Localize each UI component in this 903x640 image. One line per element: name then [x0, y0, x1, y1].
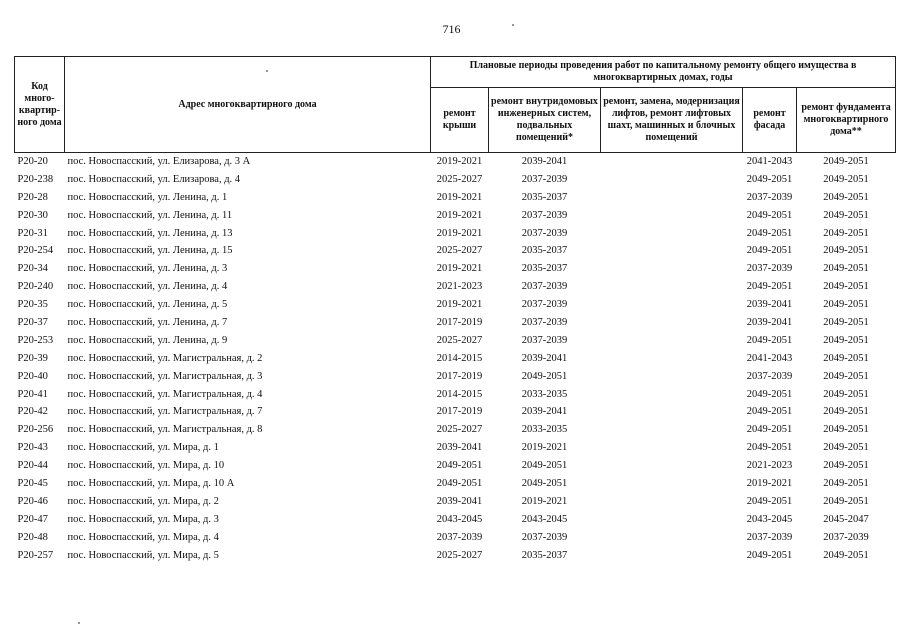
- cell-elevators: [601, 171, 743, 189]
- cell-roof: 2039-2041: [436, 495, 483, 507]
- cell-code: P20-48: [17, 531, 48, 543]
- cell-foundation: 2037-2039: [823, 531, 869, 543]
- cell-elevators: [601, 225, 743, 243]
- cell-elevators: [601, 439, 743, 457]
- cell-address: пос. Новоспасский, ул. Магистральная, д. 2: [67, 352, 263, 364]
- table-row: [15, 493, 896, 511]
- cell-code: P20-44: [17, 460, 48, 472]
- cell-foundation: 2049-2051: [823, 334, 869, 346]
- cell-facade: 2049-2051: [746, 442, 793, 454]
- cell-address: пос. Новоспасский, ул. Мира, д. 5: [67, 549, 219, 561]
- header-roof: ремонт крыши: [431, 88, 489, 153]
- table-row: [15, 189, 896, 207]
- cell-foundation: 2049-2051: [823, 173, 869, 185]
- table-row: [15, 511, 896, 529]
- cell-systems: 2039-2041: [521, 352, 568, 364]
- cell-systems: 2035-2037: [521, 245, 568, 257]
- cell-code: P20-31: [17, 227, 48, 239]
- cell-code: P20-46: [17, 495, 48, 507]
- cell-address: пос. Новоспасский, ул. Ленина, д. 1: [67, 191, 228, 203]
- cell-address: пос. Новоспасский, ул. Ленина, д. 11: [67, 209, 233, 221]
- cell-foundation: 2049-2051: [823, 227, 869, 239]
- cell-facade: 2037-2039: [746, 263, 793, 275]
- cell-code: P20-254: [17, 245, 54, 257]
- cell-foundation: 2049-2051: [797, 153, 896, 171]
- cell-address: пос. Новоспасский, ул. Мира, д. 4: [67, 531, 219, 543]
- cell-facade: 2021-2023: [746, 460, 793, 472]
- cell-roof: 2017-2019: [436, 370, 483, 382]
- cell-systems: 2037-2039: [521, 173, 568, 185]
- header-foundation: ремонт фундамента многоквартирного дома**: [797, 88, 896, 153]
- cell-code: P20-37: [17, 316, 48, 328]
- cell-roof: 2019-2021: [436, 191, 483, 203]
- cell-address: пос. Новоспасский, ул. Мира, д. 3: [67, 513, 219, 525]
- cell-address: пос. Новоспасский, ул. Ленина, д. 9: [67, 334, 228, 346]
- cell-code: P20-45: [17, 477, 48, 489]
- cell-facade: 2049-2051: [746, 245, 793, 257]
- cell-elevators: [601, 386, 743, 404]
- header-elevators: ремонт, замена, модернизация лифтов, ремонт лифтовых шахт, машинных и блочных помещений: [601, 88, 743, 153]
- cell-code: P20-28: [17, 191, 48, 203]
- cell-foundation: 2049-2051: [823, 442, 869, 454]
- cell-address: пос. Новоспасский, ул. Елизарова, д. 4: [67, 173, 241, 185]
- cell-roof: 2014-2015: [436, 352, 483, 364]
- cell-roof: 2017-2019: [436, 406, 483, 418]
- cell-code: P20-20: [15, 153, 65, 171]
- cell-facade: 2039-2041: [746, 316, 793, 328]
- header-code: Код много-квартир-ного дома: [15, 57, 65, 153]
- cell-elevators: [601, 529, 743, 547]
- cell-systems: 2019-2021: [521, 442, 568, 454]
- cell-foundation: 2049-2051: [823, 495, 869, 507]
- cell-roof: 2025-2027: [436, 424, 483, 436]
- cell-address: пос. Новоспасский, ул. Ленина, д. 5: [67, 299, 228, 311]
- table-body: [15, 153, 896, 565]
- scan-speck: [78, 622, 80, 624]
- table-row: [15, 207, 896, 225]
- cell-foundation: 2049-2051: [823, 191, 869, 203]
- capital-repair-plan-table: [14, 56, 896, 564]
- cell-foundation: 2045-2047: [823, 513, 869, 525]
- cell-systems: 2037-2039: [521, 281, 568, 293]
- cell-foundation: 2049-2051: [823, 370, 869, 382]
- cell-address: пос. Новоспасский, ул. Магистральная, д. 3: [67, 370, 263, 382]
- cell-facade: 2037-2039: [746, 370, 793, 382]
- cell-code: P20-42: [17, 406, 48, 418]
- cell-elevators: [601, 547, 743, 565]
- cell-elevators: [601, 368, 743, 386]
- cell-foundation: 2049-2051: [823, 245, 869, 257]
- cell-facade: 2049-2051: [746, 406, 793, 418]
- cell-systems: 2033-2035: [521, 388, 568, 400]
- table-row: [15, 439, 896, 457]
- cell-roof: 2014-2015: [436, 388, 483, 400]
- cell-roof: 2025-2027: [436, 334, 483, 346]
- cell-elevators: [601, 153, 743, 171]
- cell-facade: 2041-2043: [746, 352, 793, 364]
- cell-address: пос. Новоспасский, ул. Елизарова, д. 3 А: [65, 153, 431, 171]
- cell-roof: 2019-2021: [436, 209, 483, 221]
- cell-code: P20-256: [17, 424, 54, 436]
- cell-code: P20-238: [17, 173, 54, 185]
- cell-elevators: [601, 332, 743, 350]
- table-row: [15, 242, 896, 260]
- cell-foundation: 2049-2051: [823, 281, 869, 293]
- cell-foundation: 2049-2051: [823, 352, 869, 364]
- cell-facade: 2049-2051: [746, 227, 793, 239]
- cell-facade: 2037-2039: [746, 531, 793, 543]
- cell-elevators: [601, 457, 743, 475]
- table-row: [15, 529, 896, 547]
- cell-foundation: 2049-2051: [823, 549, 869, 561]
- cell-systems: 2035-2037: [521, 263, 568, 275]
- cell-facade: 2049-2051: [746, 173, 793, 185]
- cell-elevators: [601, 189, 743, 207]
- cell-systems: 2043-2045: [521, 513, 568, 525]
- cell-code: P20-257: [17, 549, 54, 561]
- table-row: [15, 457, 896, 475]
- cell-foundation: 2049-2051: [823, 388, 869, 400]
- cell-code: P20-253: [17, 334, 54, 346]
- cell-code: P20-47: [17, 513, 48, 525]
- table-row: [15, 386, 896, 404]
- cell-address: пос. Новоспасский, ул. Ленина, д. 3: [67, 263, 228, 275]
- cell-systems: 2035-2037: [521, 191, 568, 203]
- cell-elevators: [601, 207, 743, 225]
- page-number: 716: [442, 22, 461, 36]
- table-row: [15, 421, 896, 439]
- cell-systems: 2037-2039: [521, 531, 568, 543]
- cell-elevators: [601, 421, 743, 439]
- cell-elevators: [601, 475, 743, 493]
- table-row: [15, 171, 896, 189]
- table-header: [15, 57, 896, 153]
- cell-foundation: 2049-2051: [823, 424, 869, 436]
- cell-elevators: [601, 314, 743, 332]
- table-row: [15, 403, 896, 421]
- cell-roof: 2019-2021: [436, 227, 483, 239]
- table-row: [15, 225, 896, 243]
- table-row: [15, 314, 896, 332]
- table-row: [15, 260, 896, 278]
- cell-elevators: [601, 296, 743, 314]
- cell-code: P20-43: [17, 442, 48, 454]
- cell-foundation: 2049-2051: [823, 263, 869, 275]
- cell-code: P20-35: [17, 299, 48, 311]
- cell-systems: 2049-2051: [521, 477, 568, 489]
- cell-address: пос. Новоспасский, ул. Ленина, д. 4: [67, 281, 228, 293]
- cell-address: пос. Новоспасский, ул. Магистральная, д. 4: [67, 388, 263, 400]
- cell-facade: 2043-2045: [746, 513, 793, 525]
- cell-code: P20-40: [17, 370, 48, 382]
- cell-facade: 2039-2041: [746, 299, 793, 311]
- cell-roof: 2019-2021: [436, 263, 483, 275]
- table-row: [15, 296, 896, 314]
- cell-systems: 2037-2039: [521, 299, 568, 311]
- cell-foundation: 2049-2051: [823, 406, 869, 418]
- cell-foundation: 2049-2051: [823, 460, 869, 472]
- cell-address: пос. Новоспасский, ул. Магистральная, д. 7: [67, 406, 263, 418]
- cell-facade: 2049-2051: [746, 388, 793, 400]
- cell-foundation: 2049-2051: [823, 316, 869, 328]
- cell-address: пос. Новоспасский, ул. Ленина, д. 13: [67, 227, 233, 239]
- cell-systems: 2037-2039: [521, 209, 568, 221]
- cell-roof: 2025-2027: [436, 173, 483, 185]
- cell-address: пос. Новоспасский, ул. Мира, д. 2: [67, 495, 219, 507]
- table-row: [15, 278, 896, 296]
- cell-code: P20-240: [17, 281, 54, 293]
- cell-roof: 2043-2045: [436, 513, 483, 525]
- cell-roof: 2025-2027: [436, 549, 483, 561]
- cell-elevators: [601, 493, 743, 511]
- cell-address: пос. Новоспасский, ул. Магистральная, д. 8: [67, 424, 263, 436]
- cell-systems: 2037-2039: [521, 316, 568, 328]
- cell-systems: 2039-2041: [489, 153, 601, 171]
- header-facade: ремонт фасада: [743, 88, 797, 153]
- cell-systems: 2049-2051: [521, 460, 568, 472]
- cell-systems: 2037-2039: [521, 227, 568, 239]
- cell-address: пос. Новоспасский, ул. Мира, д. 1: [67, 442, 219, 454]
- cell-foundation: 2049-2051: [823, 209, 869, 221]
- cell-facade: 2049-2051: [746, 281, 793, 293]
- cell-foundation: 2049-2051: [823, 477, 869, 489]
- cell-elevators: [601, 350, 743, 368]
- cell-facade: 2041-2043: [743, 153, 797, 171]
- cell-address: пос. Новоспасский, ул. Мира, д. 10 А: [67, 477, 235, 489]
- cell-systems: 2037-2039: [521, 334, 568, 346]
- table-row: [15, 368, 896, 386]
- cell-elevators: [601, 511, 743, 529]
- header-planned-periods: Плановые периоды проведения работ по капитальному ремонту общего имущества в многоквартирных домах, годы: [431, 57, 896, 88]
- cell-systems: 2035-2037: [521, 549, 568, 561]
- cell-roof: 2049-2051: [436, 477, 483, 489]
- header-address: Адрес многоквартирного дома: [65, 57, 431, 153]
- cell-address: пос. Новоспасский, ул. Ленина, д. 7: [67, 316, 228, 328]
- cell-elevators: [601, 278, 743, 296]
- cell-code: P20-39: [17, 352, 48, 364]
- cell-facade: 2037-2039: [746, 191, 793, 203]
- table-row: [15, 153, 896, 171]
- cell-roof: 2017-2019: [436, 316, 483, 328]
- scan-speck: [512, 24, 514, 26]
- header-systems: ремонт внутридомовых инженерных систем, подвальных помещений*: [489, 88, 601, 153]
- cell-roof: 2019-2021: [431, 153, 489, 171]
- cell-facade: 2049-2051: [746, 209, 793, 221]
- cell-elevators: [601, 260, 743, 278]
- cell-address: пос. Новоспасский, ул. Мира, д. 10: [67, 460, 225, 472]
- cell-elevators: [601, 403, 743, 421]
- cell-code: P20-34: [17, 263, 48, 275]
- cell-systems: 2049-2051: [521, 370, 568, 382]
- cell-facade: 2049-2051: [746, 495, 793, 507]
- cell-facade: 2049-2051: [746, 549, 793, 561]
- cell-systems: 2033-2035: [521, 424, 568, 436]
- cell-code: P20-41: [17, 388, 48, 400]
- cell-foundation: 2049-2051: [823, 299, 869, 311]
- cell-elevators: [601, 242, 743, 260]
- cell-code: P20-30: [17, 209, 48, 221]
- cell-systems: 2039-2041: [521, 406, 568, 418]
- cell-address: пос. Новоспасский, ул. Ленина, д. 15: [67, 245, 233, 257]
- cell-facade: 2019-2021: [746, 477, 793, 489]
- cell-facade: 2049-2051: [746, 424, 793, 436]
- table-row: [15, 332, 896, 350]
- cell-roof: 2049-2051: [436, 460, 483, 472]
- cell-roof: 2019-2021: [436, 299, 483, 311]
- cell-facade: 2049-2051: [746, 334, 793, 346]
- table-row: [15, 350, 896, 368]
- cell-roof: 2037-2039: [436, 531, 483, 543]
- cell-systems: 2019-2021: [521, 495, 568, 507]
- cell-roof: 2039-2041: [436, 442, 483, 454]
- cell-roof: 2021-2023: [436, 281, 483, 293]
- table-row: [15, 475, 896, 493]
- table-row: [15, 547, 896, 565]
- cell-roof: 2025-2027: [436, 245, 483, 257]
